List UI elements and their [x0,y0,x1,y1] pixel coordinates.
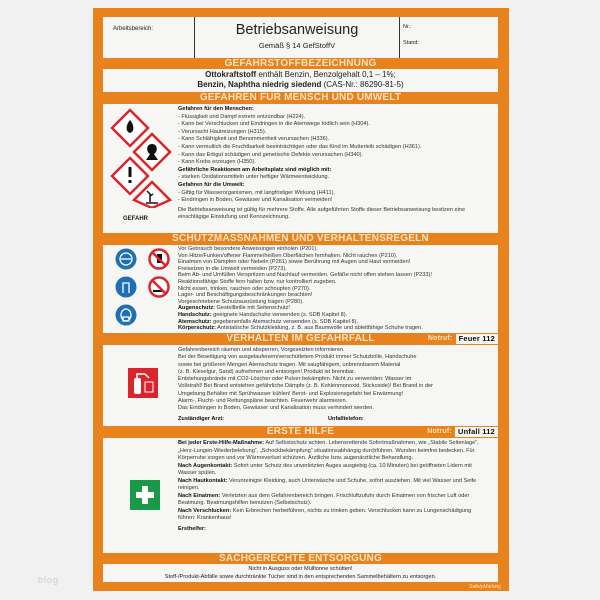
emergency-title: VERHALTEN IM GEFAHRFALL [226,333,375,344]
rule-line: Einatmen von Dämpfen oder Nebeln (P261) sowie Berührung mit Augen und Haut vermeiden! [178,259,411,266]
emergency-panel [103,345,498,426]
operating-instruction-sheet [93,8,509,591]
band-disposal: SACHGERECHTE ENTSORGUNG [219,553,382,564]
firstaid-item [178,478,488,493]
title-block [195,17,400,58]
ppe-body [178,325,496,332]
first-aid-cross-icon [130,480,160,510]
hazard-line: - Kann bei Verschlucken und Eindringen in die Atemwege tödlich sein (H304). [178,121,370,128]
hazard-line: - starken Oxidationsmitteln unter heftiger Wärmeentwicklung. [178,174,330,181]
firstaid-value: Verletzten aus dem Gefahrenbereich bringen. Frischluftzufuhr durch Einatmen von frischer Luft oder Beatmung. Beatmungshilfen benutzen (Selbstschutz). [178,492,470,506]
hazards-environment-heading: Gefahren für die Umwelt: [178,181,245,188]
hazard-line: - Kann Krebs erzeugen (H350). [178,159,256,166]
emergency-line: Alarm-, Flucht- und Rettungspläne beachten. Feuerwehr alarmieren. [178,398,348,405]
rule-line: Freisetzen in die Umwelt vermeiden (P273). [178,265,287,272]
firstaid-item [178,440,488,463]
emergency-line: Das Eindringen in Boden, Gewässer und Kanalisation muss verhindert werden. [178,405,374,412]
hazard-line: - Kann das Erbgut schädigen und genetische Defekte verursachen (H340). [178,151,364,158]
subtitle: Gemäß § 14 GefStoffV [258,41,336,50]
hazard-line: - Kann vermutlich die Fruchtbarkeit beeinträchtigen oder das Kind im Mutterleib schädigen (H361). [178,143,422,150]
hazards-reactions-heading: Gefährliche Reaktionen am Arbeitsplatz sind möglich mit: [178,166,332,173]
emergency-line: (z. B. Kieselgur, Sand) aufnehmen und entsorgen! Produkt ist brennbar. [178,368,356,375]
ppe-value: Antistatische Schutzkleidung, z. B. aus Baumwolle und ableitfähige Schuhe tragen. [215,325,423,332]
emergency-line: Bei der Beseitigung von ausgelaufenem/verschüttetem Produkt immer Schutzbrille, Handschuhe [178,354,417,361]
emergency-line: sowie bei größeren Mengen Atemschutz tragen. Mit saugfähigem, unbrennbarem Material [178,361,401,368]
emergency-line: Umgebung Behälter mit Sprühwasser kühlen! Berst- und Explosionsgefahr bei Erwärmung! [178,390,404,397]
ppe-label: Handschutz: [178,311,212,318]
protection-panel [103,245,498,333]
firstaid-value: Verunreinigte Kleidung, auch Unterwäsche und Schuhe, sofort ausziehen. Mit viel Wasser und Seife reinigen. [178,477,477,491]
cas-number: (CAS-Nr.: 86290-81-5) [321,80,404,89]
substance-panel [103,69,498,92]
band-firstaid [103,426,498,437]
emergency-line: Entstehungsbrände mit CO2-Löscher oder Pulver bekämpfen. Nicht zu verwenden: Wasser im [178,376,412,383]
ppe-respiratory [178,319,496,326]
firstaid-item [178,508,488,523]
header [103,17,498,58]
firstaid-label: Nach Einatmen: [178,492,221,499]
firstaid-item [178,493,488,508]
notruf-value: Feuer 112 [456,334,498,344]
disposal-line: Stoff-/Produkt-Abfälle sowie durchtränkte Tücher sind in den entsprechenden Sammelbehältern zu entsorgen. [164,574,437,580]
disposal-panel [103,564,498,582]
notruf-value: Unfall 112 [455,427,498,437]
hazard-line: - Giftig für Wasserorganismen, mit langfristiger Wirkung (H411). [178,189,335,196]
area-field [103,17,195,58]
ppe-label: Körperschutz: [178,325,216,332]
hazard-line: - Kann Schläfrigkeit und Benommenheit verursachen (H336). [178,136,330,143]
contact-row [178,416,496,423]
firstaid-panel [103,438,498,553]
ppe-hand [178,312,496,319]
ppe-label: Augenschutz: [178,305,215,312]
hand-protection-icon [116,277,137,298]
firstaid-label: Nach Hautkontakt: [178,477,228,484]
substance-name: Ottokraftstoff [205,70,257,79]
area-label: Arbeitsbereich: [113,26,154,32]
firstaid-label: Bei jeder Erste-Hilfe-Maßnahme: [178,440,265,446]
rule-line: Vorgeschriebene Schutzausrüstung tragen (P280). [178,298,304,305]
hazards-text [178,106,496,222]
protection-text [178,246,496,332]
firstaid-number [427,426,498,437]
hazard-line: - Flüssigkeit und Dampf extrem entzündbar (H224). [178,113,306,120]
firstaid-label: Nach Augenkontakt: [178,462,233,469]
band-hazards: GEFAHREN FÜR MENSCH UND UMWELT [199,92,402,103]
emergency-line: Gefahrenbereich räumen und absperren, Vorgesetzten informieren. [178,347,345,353]
firstaid-value: Auf Selbstschutz achten. Lebensrettende Sofortmaßnahmen, wie „Stabile Seitenlage“, „Herz-Lungen-Wiederbelebung“, „Schockbekämpfung“ situationsabhängig durchführen. Wunden keimfrei bedecken. Für Körperruhe sorgen und vor Wärmeverlust schützen. Ärztliche bzw. augenärztliche Behandlung. [178,440,479,461]
phone-label: Unfalltelefon: [328,415,364,422]
firstaid-item [178,463,488,478]
hazard-line: - Verursacht Hautreizungen (H315). [178,128,267,135]
respiratory-protection-icon [116,305,137,326]
emergency-number [428,333,498,344]
hazard-line: - Eindringen in Boden, Gewässer und Kanalisation vermeiden! [178,197,333,204]
doctor-label: Zuständiger Arzt: [178,415,225,422]
ppe-eye [178,305,496,312]
notruf-label: Notruf: [427,428,452,435]
ppe-signs-icon [115,247,173,331]
notruf-label: Notruf: [427,335,453,342]
nr-stand-field [400,17,498,58]
firstaid-value: Sofort unter Schutz des unverletzten Auges ausgiebig (ca. 10 Minuten) bei geöffneten Lidern mit Wasser spülen. [178,462,472,476]
ppe-value: gegebenenfalls Atemschutz verwenden (s. SDB Kapitel 8). [211,318,359,325]
signal-word: GEFAHR [123,216,149,222]
nr-label: Nr.: [403,24,412,30]
brand-logo: SafetyMarking [469,584,501,590]
page-title: Betriebsanweisung [235,22,359,38]
emergency-text [178,347,496,423]
fire-extinguisher-icon [128,368,158,398]
firstaid-value: Kein Erbrechen herbeiführen, nichts zu trinken geben. Verschlucken kann zu Lungenschädigung führen: Krankenhaus! [178,507,472,521]
rule-line: Vor Gebrauch besondere Anweisungen einholen (P201). [178,246,318,252]
watermark: blog [38,575,60,585]
ghs-pictograms-icon [108,108,178,208]
rule-line: Reaktionsfähige Stoffe fern halten bzw. nur kontrolliert zugeben. [178,278,337,285]
rule-line: Beim Ab- und Umfüllen Verspritzen und Nachlauf vermeiden. Gefäße nicht offen stehen lassen (P233)! [178,272,432,279]
hazards-human-heading: Gefahren für den Menschen: [178,106,254,112]
firstaid-text [178,440,488,533]
firstaider-label: Ersthelfer: [178,525,206,532]
ppe-label: Atemschutz: [178,318,212,325]
rule-line: Von Hitze/Funken/offener Flamme/heißen Oberflächen fernhalten. Nicht rauchen (P210). [178,252,398,259]
firstaid-label: Nach Verschlucken: [178,507,232,514]
substance-name-2: Benzin, Naphtha niedrig siedend [197,80,322,89]
validity-note: Die Betriebsanweisung ist gültig für mehrere Stoffe. Alle aufgeführten Stoffe dieser Betriebsanweisung besitzen eine einschlägige Einstufung und Kennzeichnung. [178,206,466,221]
disposal-line: Nicht in Ausguss oder Mülltonne schütten! [248,566,353,572]
firstaid-title: ERSTE HILFE [266,426,335,437]
ppe-value: geeignete Handschuhe verwenden (s. SDB Kapitel 8). [211,311,348,318]
hazards-panel [103,104,498,233]
ppe-value: Gestellbrille mit Seitenschutz! [214,305,290,312]
rule-line: Lager- und Beschäftigungsbeschränkungen beachten! [178,292,313,299]
rule-line: Nicht essen, trinken, rauchen oder schnupfen (P270). [178,285,311,292]
substance-detail: enthält Benzin, Benzolgehalt 0,1 – 1%; [256,70,396,79]
band-substance: GEFAHRSTOFFBEZEICHNUNG [224,58,377,69]
band-protection: SCHUTZMASSNAHMEN UND VERHALTENSREGELN [172,233,429,244]
emergency-line: Vollstrahl! Bei Brand entstehen gefährliche Dämpfe (z. B. Kohlenmonoxid, Stickoxide)! Bei Brand in der [178,383,433,390]
stand-label: Stand: [403,40,419,46]
band-emergency [103,333,498,344]
